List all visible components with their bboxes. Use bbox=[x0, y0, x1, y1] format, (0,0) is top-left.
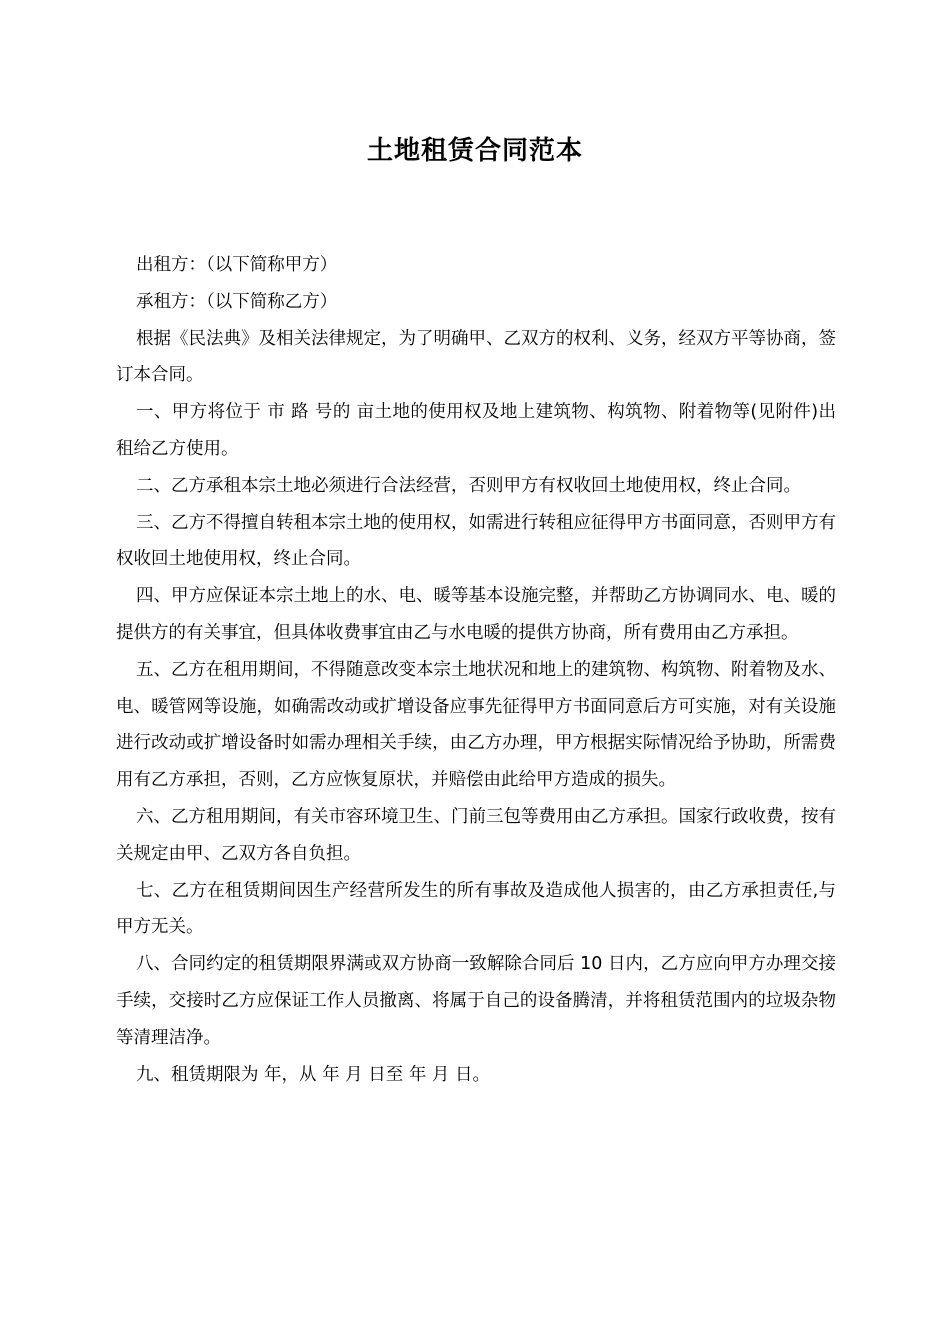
clause-4: 四、甲方应保证本宗土地上的水、电、暖等基本设施完整，并帮助乙方协调同水、电、暖的提供方的有关事宜，但具体收费事宜由乙与水电暖的提供方协商，所有费用由乙方承担。 bbox=[116, 586, 836, 643]
clause-1: 一、甲方将位于 市 路 号的 亩土地的使用权及地上建筑物、构筑物、附着物等(见附件)出租给乙方使用。 bbox=[116, 402, 836, 459]
clause-5: 五、乙方在租用期间，不得随意改变本宗土地状况和地上的建筑物、构筑物、附着物及水、电、暖管网等设施，如确需改动或扩增设备应事先征得甲方书面同意后方可实施，对有关设施进行改动或扩增设备时如需办理相关手续，由乙方办理，甲方根据实际情况给予协助，所需费用有乙方承担，否则，乙方应恢复原状，并赔偿由此给甲方造成的损失。 bbox=[116, 659, 836, 791]
clause-6: 六、乙方租用期间，有关市容环境卫生、门前三包等费用由乙方承担。国家行政收费，按有关规定由甲、乙双方各自负担。 bbox=[116, 806, 836, 864]
preamble-paragraph: 根据《民法典》及相关法律规定，为了明确甲、乙双方的权利、义务，经双方平等协商，签订本合同。 bbox=[116, 328, 836, 386]
clause-2: 二、乙方承租本宗土地必须进行合法经营，否则甲方有权收回土地使用权，终止合同。 bbox=[136, 475, 801, 496]
clause-3: 三、乙方不得擅自转租本宗土地的使用权，如需进行转租应征得甲方书面同意，否则甲方有权收回土地使用权，终止合同。 bbox=[116, 512, 836, 570]
document-title: 土地租赁合同范本 bbox=[366, 136, 583, 166]
clause-8: 八、合同约定的租赁期限界满或双方协商一致解除合同后 10 日内，乙方应向甲方办理交接手续，交接时乙方应保证工作人员撤离、将属于自己的设备腾清，并将租赁范围内的垃圾杂物等清理洁净。 bbox=[116, 954, 836, 1048]
lessor-line: 出租方：（以下简称甲方） bbox=[136, 255, 338, 275]
lessee-line: 承租方：（以下简称乙方） bbox=[136, 291, 338, 312]
clause-9: 九、租赁期限为 年，从 年 月 日至 年 月 日。 bbox=[136, 1064, 490, 1085]
clause-7: 七、乙方在租赁期间因生产经营所发生的所有事故及造成他人损害的，由乙方承担责任,与甲方无关。 bbox=[116, 880, 836, 938]
document-body bbox=[116, 247, 836, 1093]
